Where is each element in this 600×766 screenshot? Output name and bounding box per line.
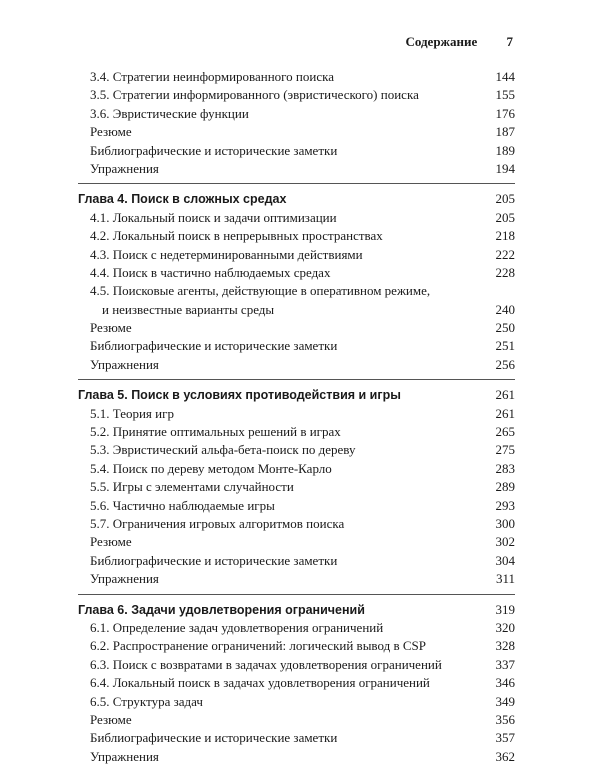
toc-entry-page: 337 [495, 656, 515, 672]
toc-entry [78, 319, 515, 337]
toc-entry-page: 256 [495, 356, 515, 372]
toc-entry-title: 5.3. Эвристический альфа-бета-поиск по дереву [90, 442, 356, 458]
toc-entry-page: 346 [495, 675, 515, 691]
toc-entry-page: 275 [495, 442, 515, 458]
toc-entry-title: 6.1. Определение задач удовлетворения ограничений [90, 619, 384, 635]
toc-entry-page: 205 [495, 209, 515, 225]
toc-entry-title: Упражнения [90, 160, 159, 176]
toc-entry [78, 619, 515, 637]
toc-entry [78, 674, 515, 692]
toc-entry-page: 362 [495, 748, 515, 764]
toc-entry-title: 4.5. Поисковые агенты, действующие в оперативном режиме, [90, 283, 431, 299]
toc-entry [78, 86, 515, 104]
toc-entry [78, 142, 515, 160]
table-of-contents [78, 68, 515, 766]
toc-entry-page: 218 [495, 228, 515, 244]
toc-entry-page: 283 [495, 460, 515, 476]
toc-entry-title: 6.4. Локальный поиск в задачах удовлетворения ограничений [90, 675, 430, 691]
toc-entry-title: Резюме [90, 124, 132, 140]
toc-entry-page: 320 [495, 619, 515, 635]
toc-entry-page: 251 [495, 338, 515, 354]
toc-entry-page: 311 [495, 571, 515, 587]
toc-chapter-entry [78, 190, 515, 208]
toc-entry-page: 261 [495, 387, 515, 403]
toc-entry-page: 304 [495, 552, 515, 568]
toc-entry-page: 228 [495, 264, 515, 280]
chapter-divider [78, 183, 515, 184]
page-number: 7 [506, 34, 513, 49]
toc-entry-title: 5.4. Поиск по дереву методом Монте-Карло [90, 460, 332, 476]
toc-chapter-entry [78, 386, 515, 404]
toc-entry-page: 205 [495, 191, 515, 207]
toc-entry-page: 189 [495, 142, 515, 158]
toc-entry-title: Глава 6. Задачи удовлетворения ограничений [78, 602, 365, 617]
toc-entry-title: Библиографические и исторические заметки [90, 552, 338, 568]
toc-entry [78, 637, 515, 655]
toc-entry [78, 693, 515, 711]
toc-entry-title: 4.3. Поиск с недетерминированными действиями [90, 246, 363, 262]
toc-entry-page: 265 [495, 424, 515, 440]
toc-entry [78, 570, 515, 588]
toc-entry [78, 160, 515, 178]
toc-entry [78, 337, 515, 355]
chapter-divider [78, 594, 515, 595]
toc-entry-page: 261 [495, 405, 515, 421]
toc-entry-title: 4.4. Поиск в частично наблюдаемых средах [90, 264, 331, 280]
toc-entry-title: Упражнения [90, 571, 159, 587]
toc-entry-title: 5.7. Ограничения игровых алгоритмов поиска [90, 515, 345, 531]
toc-entry-page: 194 [495, 160, 515, 176]
toc-entry-title: 3.6. Эвристические функции [90, 105, 249, 121]
toc-entry [78, 515, 515, 533]
toc-entry [78, 105, 515, 123]
running-head [405, 34, 513, 50]
toc-entry [78, 478, 515, 496]
toc-entry-title: 6.5. Структура задач [90, 693, 203, 709]
toc-entry-title: Глава 4. Поиск в сложных средах [78, 192, 287, 207]
toc-entry-page: 240 [495, 301, 515, 317]
toc-entry-title: 5.2. Принятие оптимальных решений в играх [90, 424, 341, 440]
toc-entry-title: 3.5. Стратегии информированного (эвристического) поиска [90, 87, 419, 103]
toc-entry-title: 6.2. Распространение ограничений: логический вывод в CSP [90, 638, 426, 654]
toc-entry [78, 729, 515, 747]
toc-entry-title: Глава 5. Поиск в условиях противодействия и игры [78, 388, 401, 403]
toc-entry-page: 250 [495, 320, 515, 336]
toc-entry-page: 222 [495, 246, 515, 262]
toc-entry [78, 356, 515, 374]
toc-entry-page: 300 [495, 515, 515, 531]
toc-entry-title: Библиографические и исторические заметки [90, 730, 338, 746]
toc-entry-title: Резюме [90, 534, 132, 550]
toc-entry [78, 405, 515, 423]
toc-entry-page: 144 [495, 69, 515, 84]
toc-entry [78, 711, 515, 729]
running-head-title: Содержание [405, 34, 478, 49]
chapter-divider [78, 379, 515, 380]
toc-entry-page: 293 [495, 497, 515, 513]
toc-entry [78, 227, 515, 245]
toc-entry-page: 302 [495, 534, 515, 550]
toc-entry-page: 349 [495, 693, 515, 709]
toc-entry [78, 123, 515, 141]
toc-entry-title: Резюме [90, 320, 132, 336]
toc-entry [78, 282, 515, 300]
toc-entry-title: Резюме [90, 711, 132, 727]
toc-entry [78, 497, 515, 515]
toc-entry-title: 3.4. Стратегии неинформированного поиска [90, 69, 335, 84]
toc-entry-title: 5.1. Теория игр [90, 405, 174, 421]
toc-entry-page: 319 [495, 601, 515, 617]
toc-entry-title: Библиографические и исторические заметки [90, 338, 338, 354]
toc-entry [78, 68, 515, 86]
toc-entry-title: Упражнения [90, 748, 159, 764]
toc-entry [78, 301, 515, 319]
toc-entry-page: 187 [495, 124, 515, 140]
toc-entry-page: 328 [495, 638, 515, 654]
toc-entry-page: 155 [495, 87, 515, 103]
toc-entry [78, 423, 515, 441]
toc-entry-page: 289 [495, 479, 515, 495]
toc-entry [78, 748, 515, 766]
toc-chapter-entry [78, 601, 515, 619]
toc-entry-title: 4.2. Локальный поиск в непрерывных пространствах [90, 228, 383, 244]
toc-entry-title: 4.1. Локальный поиск и задачи оптимизации [90, 209, 337, 225]
toc-entry [78, 656, 515, 674]
toc-entry-title: 6.3. Поиск с возвратами в задачах удовлетворения ограничений [90, 656, 442, 672]
toc-entry [78, 209, 515, 227]
toc-entry [78, 460, 515, 478]
toc-entry-title: Библиографические и исторические заметки [90, 142, 338, 158]
toc-entry [78, 264, 515, 282]
toc-entry [78, 441, 515, 459]
toc-entry-title: и неизвестные варианты среды [102, 301, 275, 317]
toc-entry [78, 246, 515, 264]
toc-entry-page: 356 [495, 711, 515, 727]
toc-entry-title: 5.6. Частично наблюдаемые игры [90, 497, 275, 513]
toc-entry [78, 533, 515, 551]
toc-entry [78, 552, 515, 570]
toc-entry-title: Упражнения [90, 356, 159, 372]
toc-entry-title: 5.5. Игры с элементами случайности [90, 479, 294, 495]
toc-entry-page: 357 [495, 730, 515, 746]
toc-entry-page: 176 [495, 105, 515, 121]
